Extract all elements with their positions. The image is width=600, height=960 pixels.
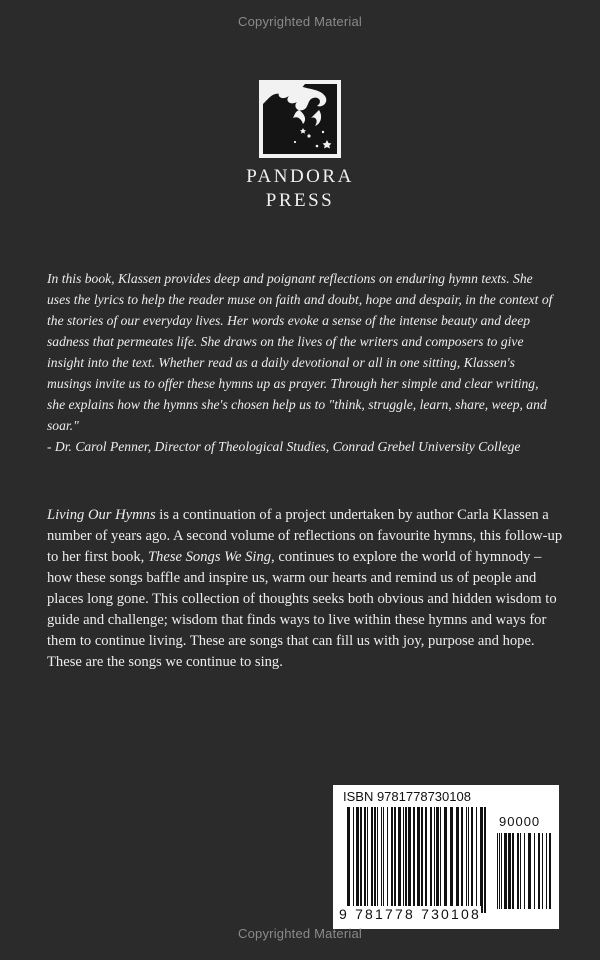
barcode-bar [456,807,459,913]
barcode-bar [440,807,441,913]
first-book-title: These Songs We Sing [147,549,272,565]
barcode-bar [484,807,486,913]
barcode-bar [476,807,477,913]
description-part-2: , continues to explore the world of hymnody – how these songs baffle and inspire us, warm our hearts and remind us of people and places long gone. This collection of thoughts seeks both obvious and hidden wisdom to guide and challenge; wisdom that finds ways to live within these hymns and ways for them to continue living. These are songs that can fill us with joy, purpose and hope. These are the songs we continue to sing. [47,549,557,670]
endorsement-attribution: - Dr. Carol Penner, Director of Theological Studies, Conrad Grebel University College [47,439,521,454]
publisher-logo [0,80,600,213]
barcode-bar [538,833,540,909]
barcode-bar [403,807,404,913]
book-title: Living Our Hymns [47,507,156,523]
barcode-bar [364,807,366,913]
barcode-bar [417,807,420,913]
isbn-barcode [333,785,559,929]
barcode-bar [381,807,382,913]
endorsement-text: In this book, Klassen provides deep and poignant reflections on enduring hymn texts. She uses the lyrics to help the reader muse on faith and doubt, hope and despair, in the context of the stories of our everyday lives. Her words evoke a sense of the intense beauty and deep sadness that permeates life. She draws on the lives of the writers and composers to give insight into the text. Whether read as a daily devotional or all in one sitting, Klassen's musings invite us to offer these hymns up as prayer. Through her simple and clear writing, she explains how the hymns she's chosen help us to "think, struggle, learn, share, weep, and soar." [47,271,553,433]
barcode-bar [499,833,500,909]
barcode-bar [367,807,368,913]
barcode-bar [504,833,507,909]
barcode-bar [524,833,525,909]
barcode-bar [353,807,354,913]
barcode-bar [405,807,407,913]
barcode-bar [413,807,415,913]
endorsement-blurb [47,268,559,457]
barcode-bar [391,807,393,913]
barcode-bar [546,833,547,909]
barcode-bar [387,807,388,913]
barcode-bar [425,807,427,913]
barcode-bar [512,833,514,909]
isbn-label: ISBN 9781778730108 [343,789,471,804]
barcode-bar [549,833,551,909]
barcode-bar [360,807,362,913]
watermark-bottom: Copyrighted Material [238,926,362,941]
barcode-bar [528,833,531,909]
barcode-bar [408,807,411,913]
description-part-1: is a continuation of a project undertaken by author Carla Klassen a number of years ago. A second volume of reflections on favourite hymns, this follow-up to her first book, [47,507,563,565]
watermark-top: Copyrighted Material [238,14,362,29]
barcode-bar [430,807,432,913]
barcode-bar [394,807,396,913]
publisher-name-line1: PANDORA [246,166,354,187]
barcode-bar [356,807,359,913]
ean-digits: 9 781778 730108 [339,906,481,922]
barcode-bar [421,807,423,913]
barcode-bar [371,807,373,913]
barcode-bar [468,807,469,913]
barcode-bar [347,807,350,913]
barcode-bar [480,807,483,913]
pandora-press-logo-icon [259,80,341,158]
barcode-bar [434,807,435,913]
barcode-bar [444,807,447,913]
barcode-bar [517,833,519,909]
barcode-bar [383,807,384,913]
book-description [47,505,565,673]
barcode-bar [436,807,439,913]
barcode-bar [501,833,502,909]
barcode-bar [450,807,453,913]
barcode-bar [471,807,473,913]
barcode-bar [466,807,467,913]
barcode-bar [534,833,535,909]
barcode-bar [497,833,498,909]
barcode-bar [377,807,378,913]
barcode-bar [398,807,401,913]
barcode-bar [508,833,511,909]
publisher-name-line2: PRESS [265,190,335,211]
barcode-bar [461,807,463,913]
price-code: 90000 [499,814,541,829]
barcode-bar [520,833,521,909]
barcode-bar [374,807,376,913]
barcode-bar [542,833,543,909]
